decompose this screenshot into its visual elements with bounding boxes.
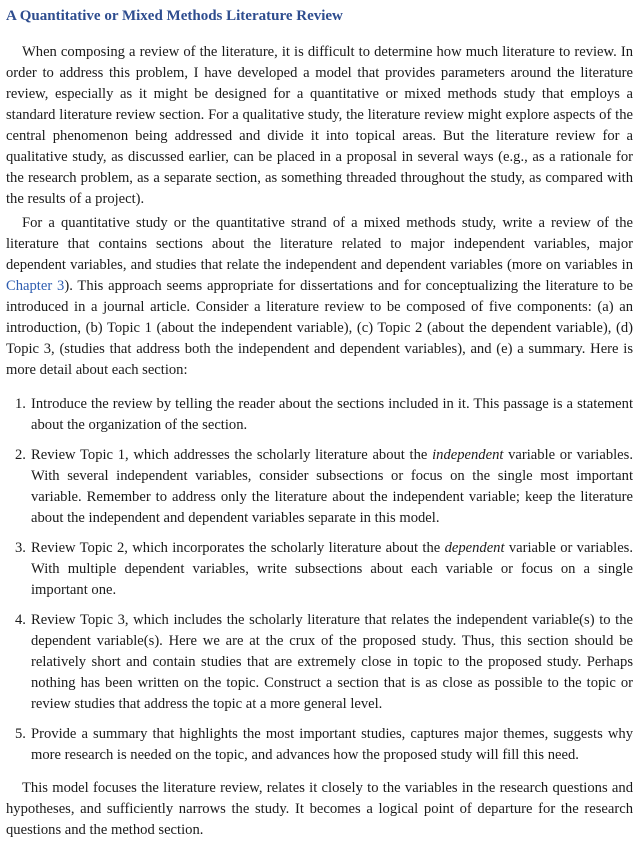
paragraph-conclusion: This model focuses the literature review, relates it closely to the variables in the research questions and hypotheses, and sufficiently narrows the study. It becomes a logical point of departure for the research questions and the method section. [6, 780, 633, 838]
list-item-text: variable or variables. With multiple dependent variables, write subsections about each variable or focus on a single important one. [31, 540, 633, 598]
emphasis-term: independent [432, 447, 504, 463]
list-item [6, 394, 633, 436]
section-heading: A Quantitative or Mixed Methods Literature Review [6, 8, 343, 24]
list-number: 4. [15, 612, 26, 628]
components-list [6, 394, 633, 766]
list-item [6, 610, 633, 715]
list-item-text: Review Topic 2, which incorporates the scholarly literature about the [31, 540, 445, 556]
paragraph-text: For a quantitative study or the quantitative strand of a mixed methods study, write a review of the literature that contains sections about the literature related to major independent variables, major dependent variables, and studies that relate the independent and dependent variables (more on variables in [6, 215, 633, 273]
list-item-text: Review Topic 3, which includes the scholarly literature that relates the independent variable(s) to the dependent variable(s). Here we are at the crux of the proposed study. Thus, this section should be relatively short and contain studies that are extremely close in topic to the proposed study. Perhaps nothing has been written on the topic. Construct a section that is as close as possible to the topic or review studies that address the topic at a more general level. [31, 612, 633, 712]
chapter-3-link[interactable]: Chapter 3 [6, 278, 65, 294]
list-item-text: Review Topic 1, which addresses the scholarly literature about the [31, 447, 433, 463]
list-item-text: variable or variables. With several independent variables, consider subsections or focus on the single most important variable. Remember to address only the literature about the independent variable; keep the literature about the independent and dependent variables separate in this model. [31, 447, 633, 526]
list-item [6, 724, 633, 766]
paragraph-text: ). This approach seems appropriate for dissertations and for conceptualizing the literature to be introduced in a journal article. Consider a literature review to be composed of five components: (a) an introduction, (b) Topic 1 (about the independent variable), (c) Topic 2 (about the dependent variable), (d) Topic 3, (studies that address both the independent and dependent variables), and (e) a summary. Here is more detail about each section: [6, 278, 633, 378]
paragraph-quantitative [6, 213, 633, 381]
list-number: 2. [15, 447, 26, 463]
list-item-text: Introduce the review by telling the reader about the sections included in it. This passage is a statement about the organization of the section. [31, 396, 633, 433]
paragraph-intro: When composing a review of the literature, it is difficult to determine how much literature to review. In order to address this problem, I have developed a model that provides parameters around the literature review, especially as it might be designed for a quantitative or mixed methods study that employs a standard literature review section. For a qualitative study, the literature review might explore aspects of the central phenomenon being addressed and divide it into topical areas. But the literature review for a qualitative study, as discussed earlier, can be placed in a proposal in several ways (e.g., as a rationale for the research problem, as a separate section, as something threaded throughout the study, as compared with the results of a project). [6, 44, 633, 207]
list-number: 3. [15, 540, 26, 556]
list-item-text: Provide a summary that highlights the most important studies, captures major themes, suggests why more research is needed on the topic, and advances how the proposed study will fill this need. [31, 726, 633, 763]
document-page [6, 0, 633, 841]
emphasis-term: dependent [444, 540, 505, 556]
list-item [6, 445, 633, 529]
list-number: 1. [15, 396, 26, 412]
list-item [6, 538, 633, 601]
list-number: 5. [15, 726, 26, 742]
